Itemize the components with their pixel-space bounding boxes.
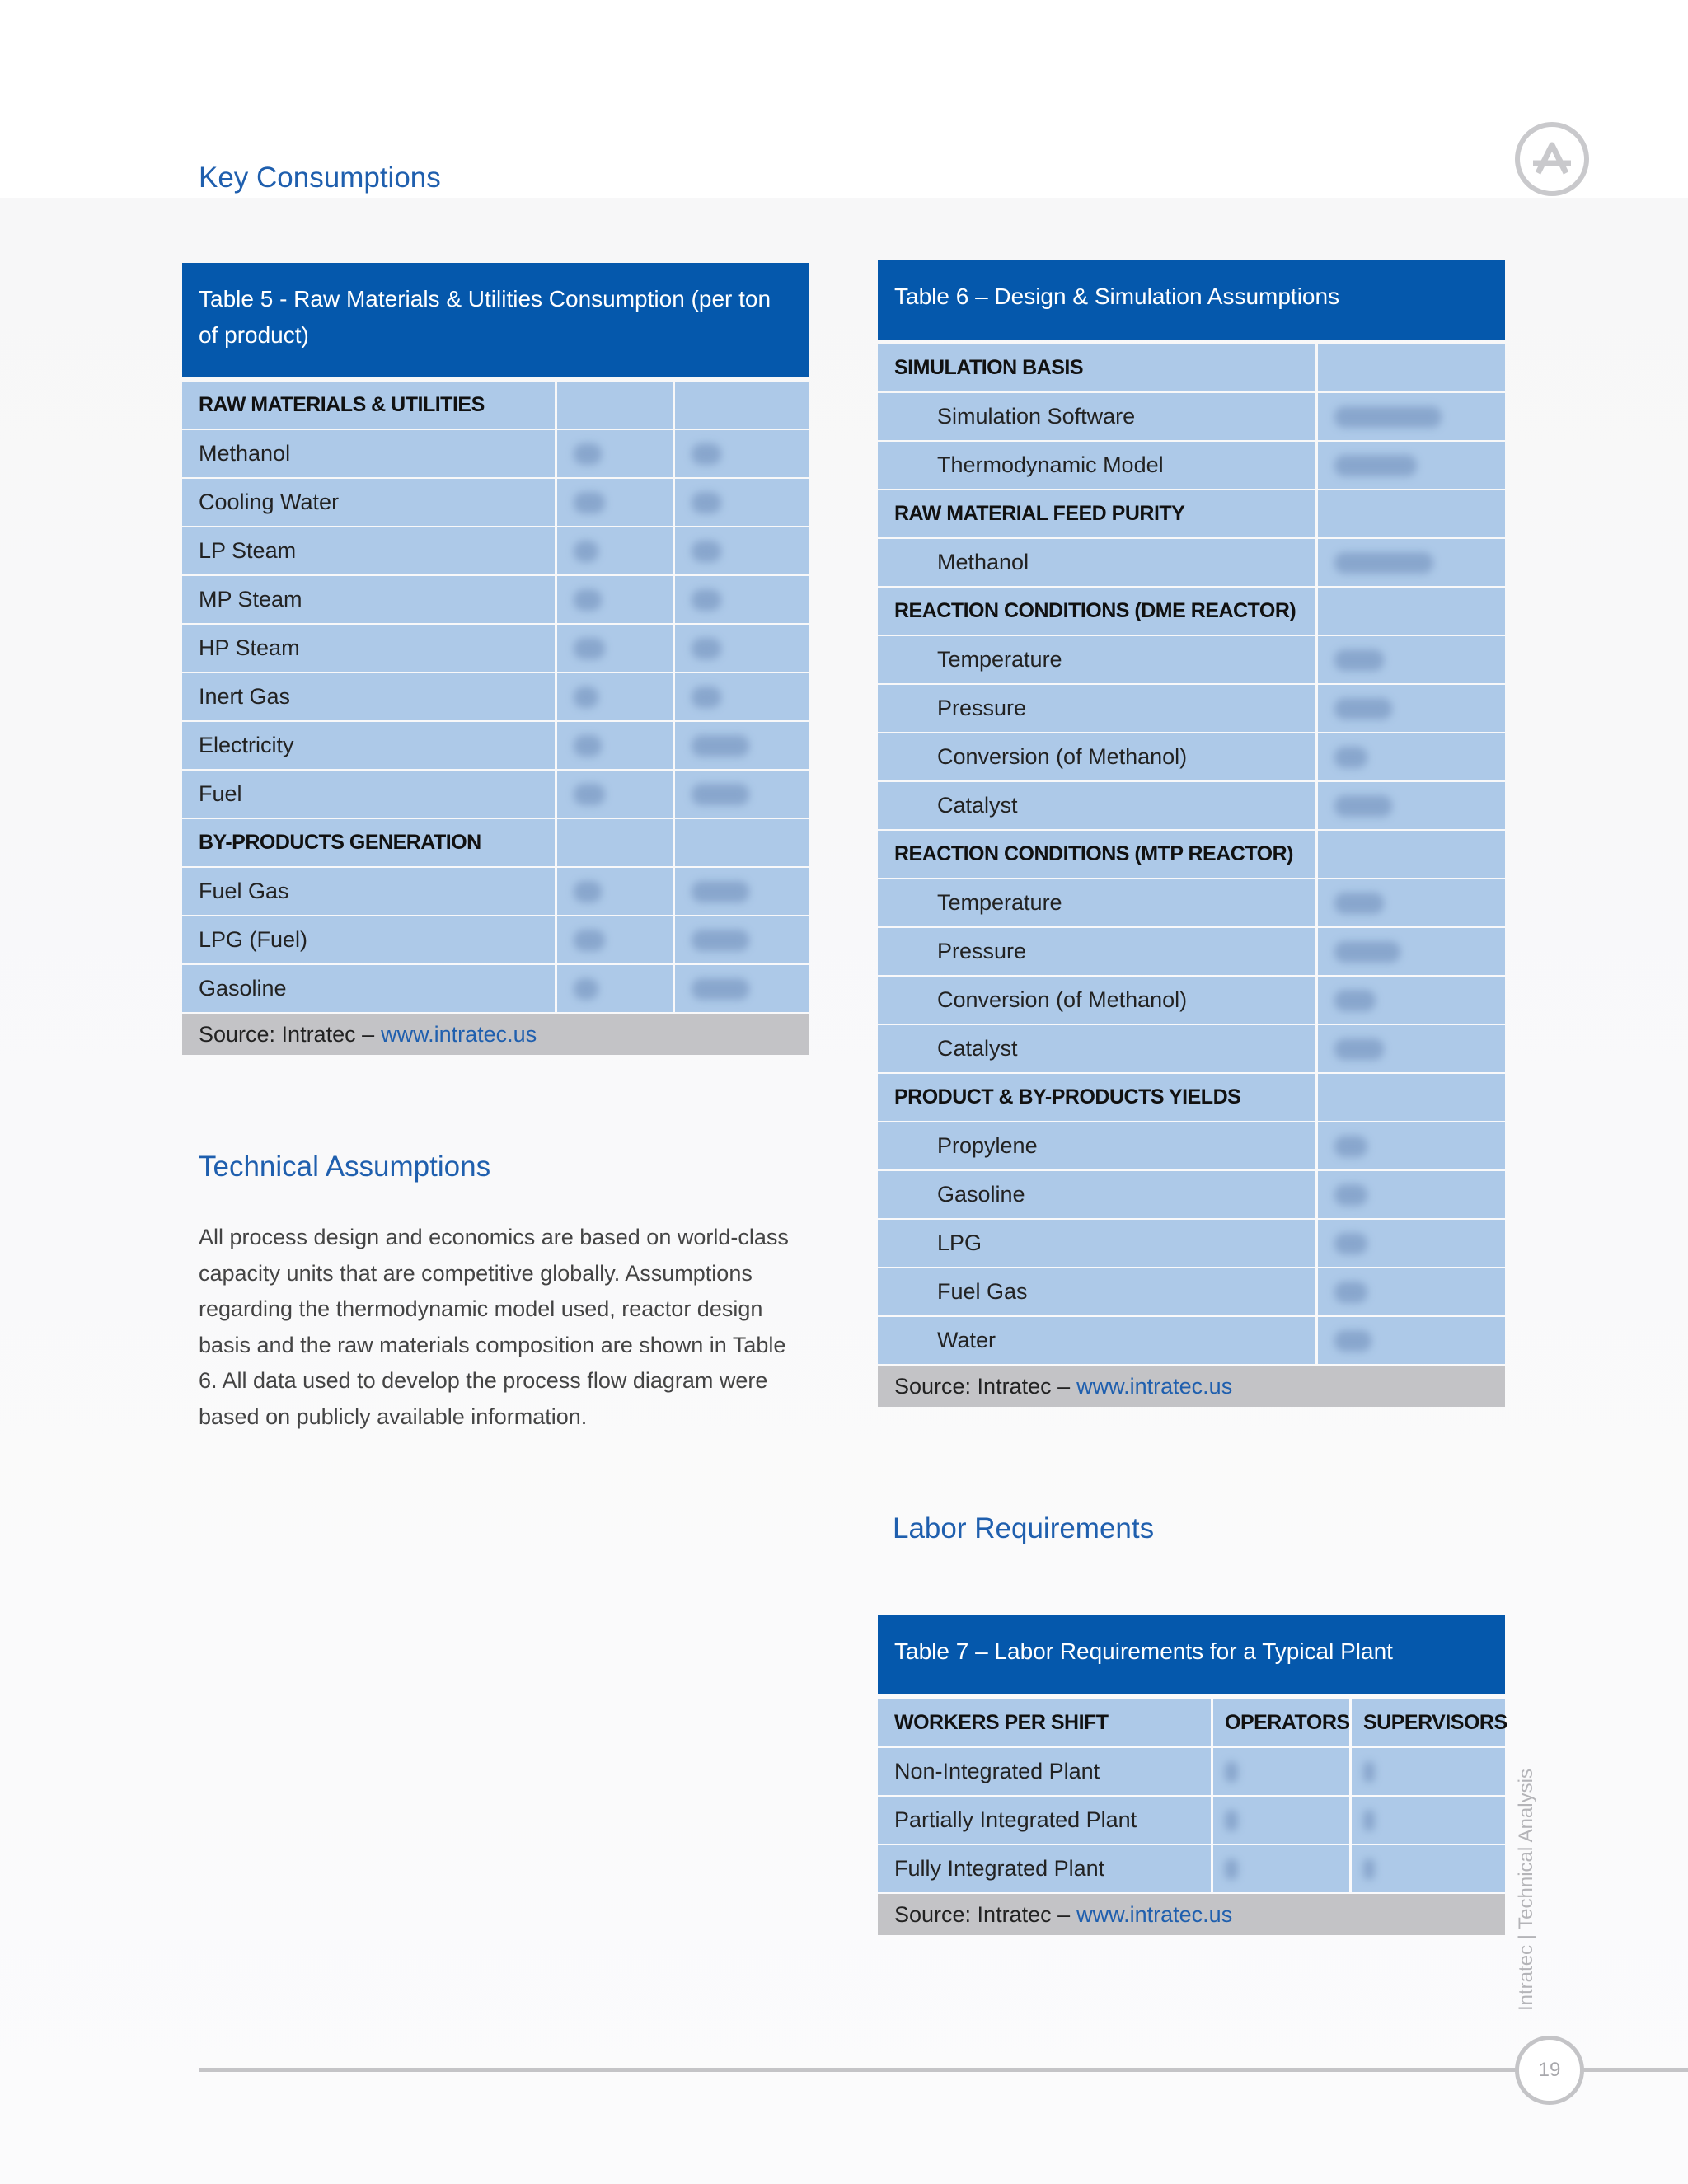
obscured-value <box>574 541 598 562</box>
row-label: Inert Gas <box>182 673 555 720</box>
table-row <box>878 1122 1505 1169</box>
side-footer-text: Intratec | Technical Analysis <box>1515 1769 1537 2011</box>
row-label: Electricity <box>182 722 555 769</box>
intratec-logo-icon <box>1515 122 1589 196</box>
value-cell <box>1352 1845 1505 1892</box>
table-row <box>878 1171 1505 1218</box>
obscured-value <box>1334 649 1384 671</box>
value-cell <box>675 625 809 672</box>
obscured-value <box>1334 893 1384 914</box>
value-cell <box>1318 393 1505 440</box>
table-7-source <box>878 1894 1505 1935</box>
obscured-value <box>692 638 721 659</box>
value-cell <box>675 868 809 915</box>
value-cell <box>675 430 809 477</box>
table-row <box>878 831 1505 878</box>
table-row <box>182 771 809 818</box>
row-label: Gasoline <box>878 1171 1315 1218</box>
obscured-value <box>1334 941 1400 963</box>
value-cell <box>1318 879 1505 926</box>
value-cell <box>675 771 809 818</box>
row-label: Methanol <box>182 430 555 477</box>
value-cell <box>675 965 809 1012</box>
value-cell <box>557 430 673 477</box>
value-cell <box>557 625 673 672</box>
row-label: Partially Integrated Plant <box>878 1797 1211 1844</box>
row-label: Gasoline <box>182 965 555 1012</box>
column-header: WORKERS PER SHIFT <box>878 1699 1211 1746</box>
table-row <box>878 928 1505 975</box>
value-cell <box>1318 1074 1505 1121</box>
row-label: Conversion (of Methanol) <box>878 977 1315 1024</box>
value-cell <box>1318 539 1505 586</box>
obscured-value <box>574 930 605 951</box>
value-cell <box>557 771 673 818</box>
source-link[interactable]: www.intratec.us <box>1076 1901 1233 1927</box>
value-cell <box>557 382 673 429</box>
value-cell <box>557 916 673 963</box>
obscured-value <box>1334 747 1367 768</box>
value-cell <box>675 819 809 866</box>
table-row <box>878 1268 1505 1315</box>
value-cell <box>1318 1025 1505 1072</box>
table-row <box>878 1025 1505 1072</box>
table-header-row <box>878 1699 1505 1746</box>
obscured-value <box>692 930 749 951</box>
row-label: Temperature <box>878 879 1315 926</box>
value-cell <box>675 673 809 720</box>
obscured-value <box>692 881 749 902</box>
row-label: Cooling Water <box>182 479 555 526</box>
table-5-title: Table 5 - Raw Materials & Utilities Consumption (per ton of product) <box>182 263 809 377</box>
table-6 <box>878 260 1505 1407</box>
obscured-value <box>574 492 605 513</box>
value-cell <box>1318 977 1505 1024</box>
table-row <box>878 588 1505 635</box>
row-label: Methanol <box>878 539 1315 586</box>
obscured-value <box>1334 1184 1367 1206</box>
table-row <box>878 1845 1505 1892</box>
table-row <box>878 1748 1505 1795</box>
row-label: Propylene <box>878 1122 1315 1169</box>
source-text: Source: Intratec – <box>894 1901 1071 1927</box>
value-cell <box>557 965 673 1012</box>
obscured-value <box>1334 1330 1372 1352</box>
obscured-value <box>574 638 605 659</box>
obscured-value <box>1334 990 1376 1011</box>
row-label: REACTION CONDITIONS (DME REACTOR) <box>878 588 1315 635</box>
value-cell <box>1318 344 1505 391</box>
table-row <box>878 1074 1505 1121</box>
table-7-body <box>878 1699 1505 1892</box>
value-cell <box>675 722 809 769</box>
row-label: RAW MATERIAL FEED PURITY <box>878 490 1315 537</box>
value-cell <box>675 382 809 429</box>
value-cell <box>675 479 809 526</box>
obscured-value <box>574 784 605 805</box>
row-label: BY-PRODUCTS GENERATION <box>182 819 555 866</box>
row-label: RAW MATERIALS & UTILITIES <box>182 382 555 429</box>
obscured-value <box>574 881 602 902</box>
row-label: Simulation Software <box>878 393 1315 440</box>
row-label: REACTION CONDITIONS (MTP REACTOR) <box>878 831 1315 878</box>
table-row <box>878 685 1505 732</box>
row-label: Fuel <box>182 771 555 818</box>
obscured-value <box>1334 1233 1367 1254</box>
row-label: LPG <box>878 1220 1315 1267</box>
row-label: Catalyst <box>878 1025 1315 1072</box>
table-7-title: Table 7 – Labor Requirements for a Typical Plant <box>878 1615 1505 1694</box>
value-cell <box>1318 733 1505 780</box>
obscured-value <box>1225 1858 1238 1880</box>
table-row <box>878 1220 1505 1267</box>
value-cell <box>1318 1220 1505 1267</box>
table-row <box>182 673 809 720</box>
table-row <box>878 1317 1505 1364</box>
value-cell <box>1318 588 1505 635</box>
value-cell <box>1318 636 1505 683</box>
table-6-body <box>878 344 1505 1364</box>
key-consumptions-heading: Key Consumptions <box>199 162 441 194</box>
obscured-value <box>1334 795 1392 817</box>
row-label: MP Steam <box>182 576 555 623</box>
table-row <box>182 576 809 623</box>
value-cell <box>1318 1171 1505 1218</box>
table-6-source <box>878 1366 1505 1407</box>
table-row <box>878 539 1505 586</box>
footer-divider <box>199 2068 1688 2072</box>
value-cell <box>557 868 673 915</box>
row-label: Fuel Gas <box>182 868 555 915</box>
obscured-value <box>692 978 749 1000</box>
value-cell <box>557 722 673 769</box>
table-row <box>878 636 1505 683</box>
row-label: SIMULATION BASIS <box>878 344 1315 391</box>
obscured-value <box>692 589 721 611</box>
column-header: SUPERVISORS <box>1352 1699 1505 1746</box>
row-label: Non-Integrated Plant <box>878 1748 1211 1795</box>
table-row <box>182 722 809 769</box>
technical-assumptions-heading: Technical Assumptions <box>199 1151 491 1183</box>
obscured-value <box>692 541 721 562</box>
table-row <box>182 430 809 477</box>
table-5-source <box>182 1014 809 1055</box>
value-cell <box>557 527 673 574</box>
obscured-value <box>692 784 749 805</box>
table-row <box>182 965 809 1012</box>
row-label: Fuel Gas <box>878 1268 1315 1315</box>
value-cell <box>557 673 673 720</box>
obscured-value <box>1225 1810 1238 1831</box>
value-cell <box>557 479 673 526</box>
table-row <box>182 868 809 915</box>
row-label: Pressure <box>878 928 1315 975</box>
row-label: HP Steam <box>182 625 555 672</box>
value-cell <box>1318 685 1505 732</box>
obscured-value <box>1334 698 1392 719</box>
obscured-value <box>1334 406 1442 428</box>
source-link[interactable]: www.intratec.us <box>1076 1373 1233 1399</box>
value-cell <box>1318 831 1505 878</box>
table-row <box>878 393 1505 440</box>
value-cell <box>557 576 673 623</box>
table-6-title: Table 6 – Design & Simulation Assumptions <box>878 260 1505 340</box>
obscured-value <box>692 735 749 757</box>
row-label: Water <box>878 1317 1315 1364</box>
value-cell <box>1213 1797 1349 1844</box>
table-5-body <box>182 382 809 1012</box>
obscured-value <box>1363 1761 1375 1783</box>
technical-assumptions-paragraph: All process design and economics are based on world-class capacity units that are competitive globally. Assumptions regarding the thermodynamic model used, reactor design basis and the raw materials composition are shown in Table 6. All data used to develop the process flow diagram were based on publicly available information. <box>199 1225 789 1429</box>
row-label: Conversion (of Methanol) <box>878 733 1315 780</box>
value-cell <box>1318 1268 1505 1315</box>
table-row <box>182 625 809 672</box>
table-5 <box>182 263 809 1055</box>
value-cell <box>1213 1748 1349 1795</box>
obscured-value <box>692 443 721 465</box>
row-label: LP Steam <box>182 527 555 574</box>
row-label: Fully Integrated Plant <box>878 1845 1211 1892</box>
table-7 <box>878 1615 1505 1935</box>
value-cell <box>1318 782 1505 829</box>
value-cell <box>675 527 809 574</box>
table-row <box>182 819 809 866</box>
obscured-value <box>574 443 602 465</box>
table-row <box>878 782 1505 829</box>
value-cell <box>1318 928 1505 975</box>
table-row <box>182 479 809 526</box>
table-row <box>182 527 809 574</box>
table-row <box>182 916 809 963</box>
value-cell <box>675 576 809 623</box>
value-cell <box>1213 1845 1349 1892</box>
row-label: Catalyst <box>878 782 1315 829</box>
table-row <box>878 442 1505 489</box>
row-label: Pressure <box>878 685 1315 732</box>
obscured-value <box>1363 1810 1375 1831</box>
table-row <box>878 490 1505 537</box>
source-text: Source: Intratec – <box>894 1373 1071 1399</box>
obscured-value <box>574 687 598 708</box>
source-text: Source: Intratec – <box>199 1021 375 1047</box>
obscured-value <box>1334 455 1417 476</box>
labor-requirements-heading: Labor Requirements <box>893 1512 1155 1544</box>
obscured-value <box>1334 552 1433 574</box>
value-cell <box>557 819 673 866</box>
obscured-value <box>1334 1136 1367 1157</box>
obscured-value <box>1363 1858 1375 1880</box>
column-header: OPERATORS <box>1213 1699 1349 1746</box>
value-cell <box>675 916 809 963</box>
value-cell <box>1352 1748 1505 1795</box>
obscured-value <box>574 978 598 1000</box>
value-cell <box>1318 490 1505 537</box>
obscured-value <box>574 589 602 611</box>
obscured-value <box>692 492 721 513</box>
table-row <box>878 977 1505 1024</box>
table-row <box>878 733 1505 780</box>
obscured-value <box>1334 1038 1384 1060</box>
table-row <box>878 1797 1505 1844</box>
table-row <box>878 344 1505 391</box>
table-row <box>878 879 1505 926</box>
row-label: Thermodynamic Model <box>878 442 1315 489</box>
obscured-value <box>1225 1761 1238 1783</box>
obscured-value <box>574 735 602 757</box>
obscured-value <box>692 687 721 708</box>
page-number: 19 <box>1515 2036 1584 2105</box>
value-cell <box>1318 1317 1505 1364</box>
obscured-value <box>1334 1282 1367 1303</box>
value-cell <box>1352 1797 1505 1844</box>
source-link[interactable]: www.intratec.us <box>381 1021 537 1047</box>
row-label: Temperature <box>878 636 1315 683</box>
value-cell <box>1318 1122 1505 1169</box>
value-cell <box>1318 442 1505 489</box>
table-row <box>182 382 809 429</box>
row-label: LPG (Fuel) <box>182 916 555 963</box>
row-label: PRODUCT & BY-PRODUCTS YIELDS <box>878 1074 1315 1121</box>
